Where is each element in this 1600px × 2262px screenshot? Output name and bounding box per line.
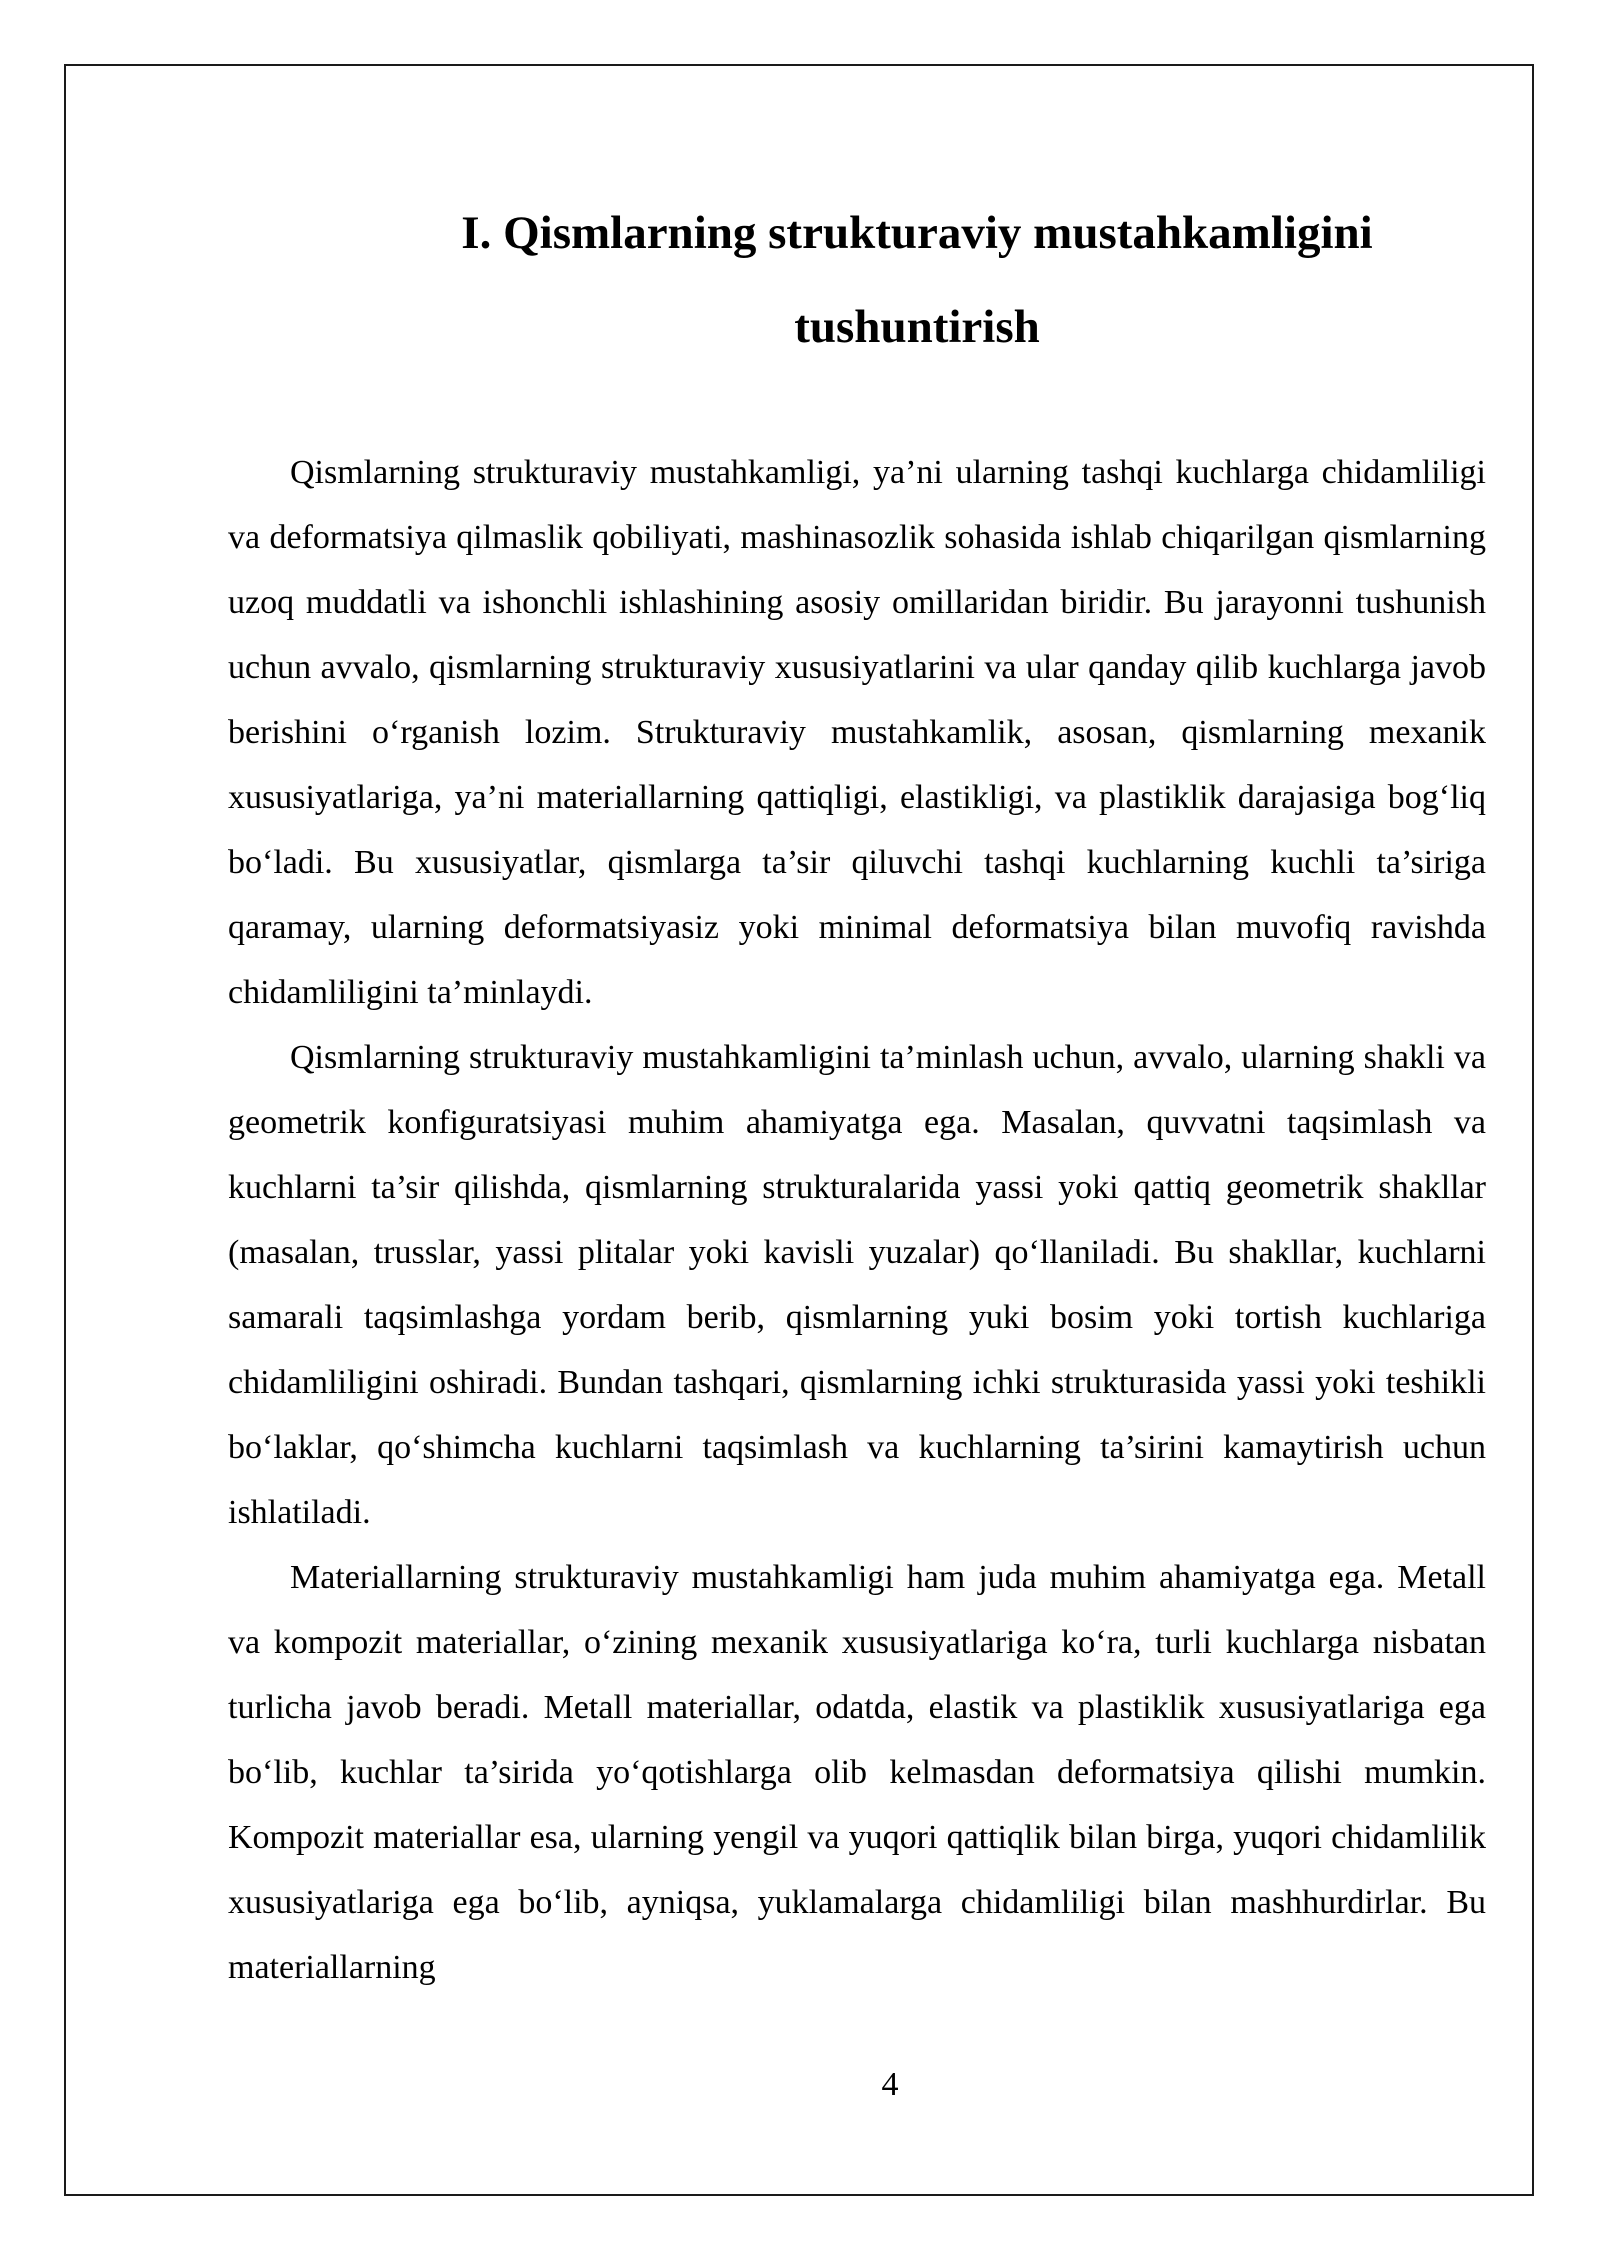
document-body [228,186,1486,2000]
page-number: 4 [881,2066,899,2103]
paragraph-1: Qismlarning strukturaviy mustahkamligi, ya’ni ularning tashqi kuchlarga chidamliligi va deformatsiya qilmaslik qobiliyati, mashinasozlik sohasida ishlab chiqarilgan qismlarning uzoq muddatli va ishonchli ishlashining asosiy omillaridan biridir. Bu jarayonni tushunish uchun avvalo, qismlarning strukturaviy xususiyatlarini va ular qanday qilib kuchlarga javob berishini o‘rganish lozim. Strukturaviy mustahkamlik, asosan, qismlarning mexanik xususiyatlariga, ya’ni materiallarning qattiqligi, elastikligi, va plastiklik darajasiga bog‘liq bo‘ladi. Bu xususiyatlar, qismlarga ta’sir qiluvchi tashqi kuchlarning kuchli ta’siriga qaramay, ularning deformatsiyasiz yoki minimal deformatsiya bilan muvofiq ravishda chidamliligini ta’minlaydi. [228,454,1486,1011]
section-heading: I. Qismlarning strukturaviy mustahkamligini tushuntirish [461,207,1373,353]
paragraph-3: Materiallarning strukturaviy mustahkamligi ham juda muhim ahamiyatga ega. Metall va kompozit materiallar, o‘zining mexanik xususiyatlariga ko‘ra, turli kuchlarga nisbatan turlicha javob beradi. Metall materiallar, odatda, elastik va plastiklik xususiyatlariga ega bo‘lib, kuchlar ta’sirida yo‘qotishlarga olib kelmasdan deformatsiya qilishi mumkin. Kompozit materiallar esa, ularning yengil va yuqori qattiqlik bilan birga, yuqori chidamlilik xususiyatlariga ega bo‘lib, ayniqsa, yuklamalarga chidamliligi bilan mashhurdirlar. Bu materiallarning [228,1559,1486,1986]
paragraph-2: Qismlarning strukturaviy mustahkamligini ta’minlash uchun, avvalo, ularning shakli va geometrik konfiguratsiyasi muhim ahamiyatga ega. Masalan, quvvatni taqsimlash va kuchlarni ta’sir qilishda, qismlarning strukturalarida yassi yoki qattiq geometrik shakllar (masalan, trusslar, yassi plitalar yoki kavisli yuzalar) qo‘llaniladi. Bu shakllar, kuchlarni samarali taqsimlashga yordam berib, qismlarning yuki bosim yoki tortish kuchlariga chidamliligini oshiradi. Bundan tashqari, qismlarning ichki strukturasida yassi yoki teshikli bo‘laklar, qo‘shimcha kuchlarni taqsimlash va kuchlarning ta’sirini kamaytirish uchun ishlatiladi. [228,1039,1486,1531]
